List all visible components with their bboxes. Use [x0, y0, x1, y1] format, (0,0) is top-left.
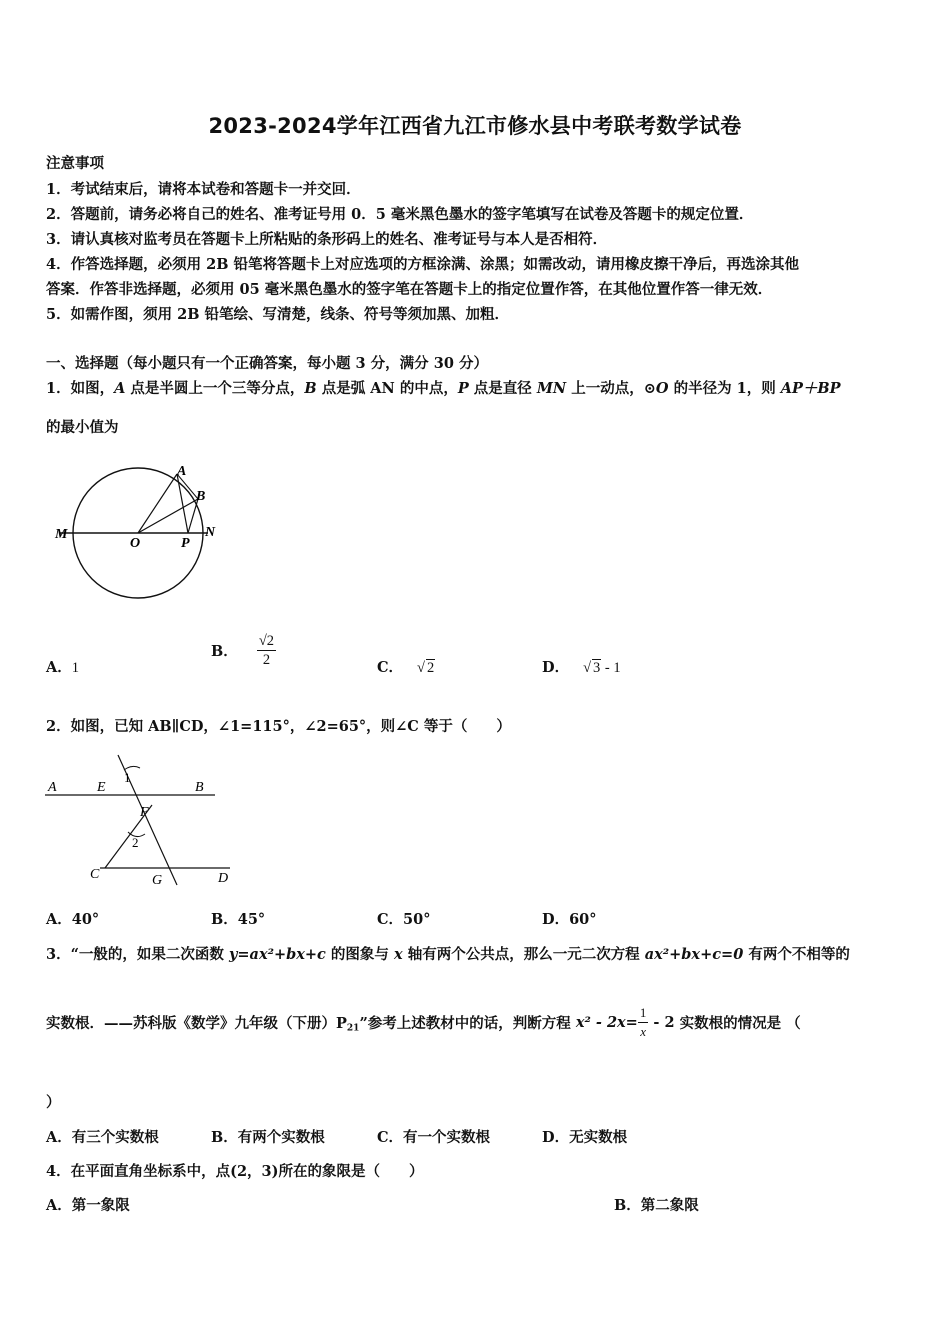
- notice-heading: 注意事项: [46, 155, 104, 172]
- q2-option-c[interactable]: C．50°: [377, 911, 431, 928]
- q4-option-a[interactable]: A．第一象限: [46, 1197, 130, 1214]
- q2-parallel-lines-figure: [40, 750, 240, 890]
- notice-item-4-cont: 答案．作答非选择题，必须用 05 毫米黑色墨水的签字笔在答题卡上的指定位置作答，在其他位置作答一律无效．: [46, 281, 773, 298]
- q3-option-c[interactable]: C．有一个实数根: [377, 1129, 491, 1146]
- label-o: O: [130, 536, 141, 551]
- label-b: B: [195, 780, 204, 795]
- q1-circle-figure: [50, 455, 230, 615]
- q3-text-line3: ）: [46, 1094, 61, 1111]
- q1-option-a[interactable]: A．1: [46, 659, 80, 676]
- page-title: 2023-2024学年江西省九江市修水县中考联考数学试卷: [208, 114, 742, 138]
- label-p: P: [181, 536, 190, 551]
- notice-item-2: 2．答题前，请务必将自己的姓名、准考证号用 0．5 毫米黑色墨水的签字笔填写在试卷及答题卡的规定位置．: [46, 206, 754, 223]
- segment-oa: [138, 474, 177, 533]
- notice-item-4: 4．作答选择题，必须用 2B 铅笔将答题卡上对应选项的方框涂满、涂黑；如需改动，请用橡皮擦干净后，再选涂其他: [46, 256, 800, 273]
- label-e: E: [97, 780, 106, 795]
- label-g: G: [152, 873, 163, 888]
- q3-text-line2: 实数根．——苏科版《数学》九年级（下册）$P_{21}$”参考上述教材中的话，判断方程 x² ‑ 2x= $\frac{1}{x}$ ‑ 2 实数根的情况是 （: [46, 1005, 801, 1039]
- q1-option-b[interactable]: B． $\frac{√2}{2}$: [211, 633, 275, 668]
- q2-text: 2．如图，已知 AB∥CD，∠1=115°，∠2=65°，则∠C 等于（ ）: [46, 718, 511, 735]
- notice-item-5: 5．如需作图，须用 2B 铅笔绘、写清楚，线条、符号等须加黑、加粗．: [46, 306, 510, 323]
- q2-option-d[interactable]: D．60°: [542, 911, 597, 928]
- label-angle-2: 2: [132, 835, 139, 850]
- q3-option-b[interactable]: B．有两个实数根: [211, 1129, 325, 1146]
- q3-text-line1: 3．“一般的，如果二次函数 y=ax²+bx+c 的图象与 x 轴有两个公共点，那么一元二次方程 ax²+bx+c=0 有两个不相等的: [46, 946, 850, 963]
- label-m: M: [55, 527, 68, 542]
- label-a: A: [48, 780, 57, 795]
- section-heading: 一、选择题（每小题只有一个正确答案，每小题 3 分，满分 30 分）: [46, 355, 488, 372]
- q4-option-b[interactable]: B．第二象限: [614, 1197, 699, 1214]
- label-n: N: [205, 525, 216, 540]
- q3-option-a[interactable]: A．有三个实数根: [46, 1129, 159, 1146]
- label-d: D: [218, 871, 229, 886]
- segment-ap: [177, 474, 188, 533]
- q4-text: 4．在平面直角坐标系中，点(2，3)所在的象限是（ ）: [46, 1163, 424, 1180]
- q3-option-d[interactable]: D．无实数根: [542, 1129, 628, 1146]
- q2-option-a[interactable]: A．40°: [46, 911, 100, 928]
- q1-option-c[interactable]: C． √ 2: [377, 659, 435, 676]
- notice-item-1: 1．考试结束后，请将本试卷和答题卡一并交回．: [46, 181, 361, 198]
- label-c: C: [90, 867, 100, 882]
- label-f: F: [140, 805, 149, 820]
- q1-text-line2: 的最小值为: [46, 419, 119, 436]
- label-b: B: [196, 489, 206, 504]
- notice-item-3: 3．请认真核对监考员在答题卡上所粘贴的条形码上的姓名、准考证号与本人是否相符．: [46, 231, 608, 248]
- q2-option-b[interactable]: B．45°: [211, 911, 266, 928]
- label-a: A: [177, 464, 187, 479]
- q1-text-line1: 1．如图，A 点是半圆上一个三等分点，B 点是弧 AN 的中点，P 点是直径 MN 上一动点，⊙O 的半径为 1，则 AP＋BP: [46, 380, 841, 397]
- q1-option-d[interactable]: D． √ 3 - 1: [542, 659, 621, 676]
- label-angle-1: 1: [124, 770, 131, 785]
